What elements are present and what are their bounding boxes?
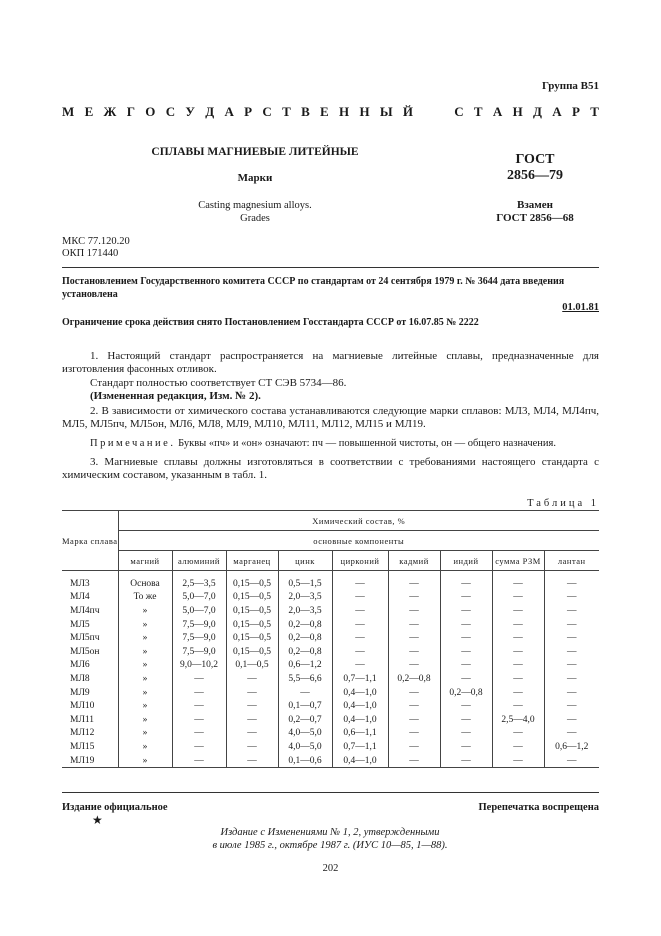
value-cell: — [492,645,544,659]
value-cell: — [492,727,544,741]
standard-type-letter: Е [84,104,94,119]
value-cell: — [388,727,440,741]
standard-type-letter: А [552,104,562,119]
gost-designation [480,152,590,184]
value-cell: — [388,713,440,727]
value-cell: — [388,577,440,591]
value-cell: 0,1—0,7 [278,699,332,713]
table-row [62,713,599,727]
value-cell: — [172,740,226,754]
value-cell: — [388,618,440,632]
value-cell: Основа [118,577,172,591]
value-cell: » [118,727,172,741]
value-cell: — [440,672,492,686]
standard-type-letter: Ж [103,104,117,119]
edition-line-2: в июле 1985 г., октябре 1987 г. (ИУС 10—85, 1—88). [212,840,448,851]
value-cell: — [388,604,440,618]
value-cell: » [118,740,172,754]
resolution-text: Постановлением Государственного комитета СССР по стандартам от 24 сентября 1979 г. № 3644 дата введения установлена [62,276,565,300]
value-cell: 0,1—0,5 [226,659,278,673]
value-cell: 0,15—0,5 [226,645,278,659]
table-row [62,618,599,632]
standard-type-letter: Т [590,104,599,119]
edition-note [130,826,530,852]
grade-cell: МЛ12 [70,728,95,739]
column-header: индий [440,551,492,571]
value-cell: — [544,672,599,686]
value-cell: 7,5—9,0 [172,645,226,659]
value-cell: — [492,672,544,686]
value-cell: — [332,577,388,591]
column-header: марганец [226,551,278,571]
grade-cell: МЛ4 [70,592,90,603]
value-cell: — [492,659,544,673]
classification-codes [62,236,130,260]
value-cell: — [544,754,599,768]
table-row [62,727,599,741]
value-cell: — [226,754,278,768]
standard-type-letter: Н [359,104,370,119]
table-label: Таблица 1 [527,498,599,509]
value-cell: » [118,618,172,632]
grade-cell: МЛ5пч [70,633,100,644]
value-cell: — [388,686,440,700]
value-cell: — [440,659,492,673]
value-cell: 0,7—1,1 [332,672,388,686]
grade-cell: МЛ11 [70,714,95,725]
column-header: кадмий [388,551,440,571]
grade-cell: МЛ5он [70,646,100,657]
value-cell: — [226,713,278,727]
column-header: цирконий [332,551,388,571]
value-cell: — [388,754,440,768]
value-cell: — [544,727,599,741]
standard-type-letter: Н [512,104,523,119]
page-number: 202 [322,863,339,874]
value-cell: — [544,713,599,727]
value-cell: 0,7—1,1 [332,740,388,754]
value-cell: — [440,618,492,632]
value-cell: 0,6—1,2 [278,659,332,673]
okp-code: ОКП 171440 [62,248,119,259]
value-cell: — [172,672,226,686]
value-cell: 4,0—5,0 [278,727,332,741]
value-cell: — [388,631,440,645]
value-cell: 0,15—0,5 [226,604,278,618]
value-cell: — [440,645,492,659]
table-row [62,672,599,686]
value-cell: — [172,727,226,741]
replaces-label: Взамен [517,199,553,211]
edition-line-1: Издание с Изменениями № 1, 2, утвержденными [220,827,440,838]
standard-type-letter: Т [282,104,291,119]
grade-cell: МЛ4пч [70,605,100,616]
value-cell: — [172,754,226,768]
grade-cell: МЛ8 [70,673,90,684]
standard-type-letter: Р [571,104,580,119]
value-cell: 0,2—0,8 [388,672,440,686]
table-row [62,631,599,645]
standard-type-letter: С [165,104,176,119]
value-cell: 0,2—0,8 [278,618,332,632]
grade-cell: МЛ3 [70,578,90,589]
value-cell: 5,0—7,0 [172,591,226,605]
value-cell: — [492,631,544,645]
value-cell: — [440,631,492,645]
value-cell: — [492,591,544,605]
value-cell: 5,5—6,6 [278,672,332,686]
grade-cell: МЛ6 [70,660,90,671]
value-cell: — [440,740,492,754]
value-cell: — [388,645,440,659]
value-cell: — [172,699,226,713]
main-components-header: основные компоненты [118,531,599,551]
value-cell: 0,6—1,2 [544,740,599,754]
table-row [62,740,599,754]
restriction-text: Ограничение срока действия снято Постановлением Госстандарта СССР от 16.07.85 № 2222 [62,317,479,328]
value-cell: 0,15—0,5 [226,631,278,645]
value-cell: — [544,618,599,632]
value-cell: 0,6—1,1 [332,727,388,741]
star-icon: ★ [92,813,103,827]
standard-type-letter: Р [244,104,253,119]
value-cell: » [118,713,172,727]
value-cell: — [492,618,544,632]
value-cell: — [544,631,599,645]
value-cell: — [544,645,599,659]
value-cell: » [118,659,172,673]
value-cell: — [440,591,492,605]
table-row [62,686,599,700]
value-cell: — [332,604,388,618]
value-cell: — [440,727,492,741]
standard-type-letter: С [262,104,272,119]
value-cell: 0,2—0,8 [440,686,492,700]
value-cell: » [118,686,172,700]
value-cell: — [544,591,599,605]
document-title: СПЛАВЫ МАГНИЕВЫЕ ЛИТЕЙНЫЕ [151,146,359,158]
value-cell: — [226,727,278,741]
effective-date: 01.01.81 [562,302,599,313]
value-cell: 2,5—4,0 [492,713,544,727]
grade-cell: МЛ15 [70,741,95,752]
note-label: Примечание. [90,438,176,449]
note [62,437,599,450]
value-cell: — [226,699,278,713]
value-cell: 0,4—1,0 [332,699,388,713]
value-cell: — [332,631,388,645]
value-cell: — [332,645,388,659]
divider [62,267,599,268]
value-cell: 2,0—3,5 [278,604,332,618]
footer-divider [62,792,599,793]
value-cell: » [118,645,172,659]
standard-type-letter: Т [473,104,483,119]
value-cell: 0,4—1,0 [332,713,388,727]
value-cell: 0,2—0,7 [278,713,332,727]
value-cell: — [388,699,440,713]
value-cell: » [118,604,172,618]
table-row [62,645,599,659]
value-cell: — [388,740,440,754]
standard-type-letter: Д [205,104,215,119]
value-cell: — [440,754,492,768]
value-cell: — [440,577,492,591]
gost-number: 2856—79 [507,168,563,183]
standard-type-letter: У [185,104,195,119]
value-cell: То же [118,591,172,605]
value-cell: 0,4—1,0 [332,754,388,768]
grade-cell: МЛ5 [70,619,90,630]
standard-type-letter: С [454,104,464,119]
value-cell: 0,1—0,6 [278,754,332,768]
standard-type-heading [62,104,599,120]
value-cell: — [332,659,388,673]
value-cell: 0,5—1,5 [278,577,332,591]
value-cell: — [332,618,388,632]
value-cell: — [440,604,492,618]
value-cell: — [544,686,599,700]
official-edition: Издание официальное [62,802,168,813]
value-cell: — [440,713,492,727]
value-cell: — [388,659,440,673]
table-row [62,577,599,591]
group-code: Группа В51 [541,80,599,92]
paragraph-1-conformity: Стандарт полностью соответствует СТ СЭВ 5734—86. [90,377,347,389]
value-cell: — [492,604,544,618]
replaces-number: ГОСТ 2856—68 [496,212,574,224]
table-row [62,591,599,605]
english-subtitle-line: Grades [240,213,270,224]
column-header: цинк [278,551,332,571]
standard-type-letter: Г [126,104,135,119]
value-cell: — [492,699,544,713]
value-cell: 9,0—10,2 [172,659,226,673]
value-cell: 0,4—1,0 [332,686,388,700]
paragraph-2: 2. В зависимости от химического состава устанавливаются следующие марки сплавов: МЛ3, МЛ4, МЛ4пч, МЛ5, МЛ5пч, МЛ5он, МЛ6, МЛ8, МЛ9, МЛ10, МЛ11, МЛ12, МЛ15 и МЛ19. [62,405,599,430]
grade-cell: МЛ19 [70,755,95,766]
standard-type-letter: А [224,104,234,119]
grade-header: Марка сплава [62,511,118,571]
column-header: сумма РЗМ [492,551,544,571]
value-cell: — [278,686,332,700]
standard-type-letter: Й [402,104,414,119]
paragraph-3: 3. Магниевые сплавы должны изготовляться в соответствии с требованиями настоящего стандарта с химическим составом, указанным в табл. 1. [62,456,599,481]
value-cell: » [118,754,172,768]
column-header: алюминий [172,551,226,571]
standard-type-letter: О [145,104,156,119]
value-cell: — [388,591,440,605]
value-cell: — [226,672,278,686]
value-cell: » [118,672,172,686]
reprint-prohibited: Перепечатка воспрещена [478,802,599,813]
table-row [62,604,599,618]
value-cell: — [492,740,544,754]
composition-table [62,510,599,768]
value-cell: — [492,686,544,700]
value-cell: 5,0—7,0 [172,604,226,618]
standard-type-letter: В [301,104,310,119]
grade-cell: МЛ10 [70,701,95,712]
value-cell: 0,2—0,8 [278,631,332,645]
english-title [130,199,380,225]
value-cell: — [492,754,544,768]
gost-label: ГОСТ [515,152,555,167]
value-cell: — [440,699,492,713]
standard-type-letter: Е [320,104,329,119]
table-row [62,699,599,713]
standard-type-letter: А [492,104,503,119]
mks-code: МКС 77.120.20 [62,236,130,247]
value-cell: » [118,699,172,713]
column-header: магний [118,551,172,571]
standard-type-letter: Ы [379,104,393,119]
value-cell: — [332,591,388,605]
table-row [62,754,599,768]
chemical-composition-header: Химический состав, % [118,511,599,531]
standard-type-letter: Н [339,104,350,119]
standard-type-letter: М [62,104,75,119]
column-header: лантан [544,551,599,571]
document-subtitle: Марки [237,172,273,184]
value-cell: — [544,699,599,713]
value-cell: 0,2—0,8 [278,645,332,659]
value-cell: 4,0—5,0 [278,740,332,754]
value-cell: — [492,577,544,591]
value-cell: 0,15—0,5 [226,618,278,632]
paragraph-1-amendment: (Измененная редакция, Изм. № 2). [90,390,261,402]
paragraph-1: 1. Настоящий стандарт распространяется на магниевые литейные сплавы, предназначенные для изготовления фасонных отливок. [62,350,599,375]
replaces-block [470,199,600,225]
value-cell: — [172,686,226,700]
value-cell: 0,15—0,5 [226,591,278,605]
note-text: Буквы «пч» и «он» означают: пч — повышенной чистоты, он — общего назначения. [178,438,556,449]
value-cell: 0,15—0,5 [226,577,278,591]
value-cell: — [172,713,226,727]
grade-cell: МЛ9 [70,687,90,698]
value-cell: 2,5—3,5 [172,577,226,591]
value-cell: 7,5—9,0 [172,618,226,632]
value-cell: » [118,631,172,645]
value-cell: — [226,740,278,754]
value-cell: 7,5—9,0 [172,631,226,645]
value-cell: — [544,577,599,591]
table-row [62,659,599,673]
standard-type-letter: Д [533,104,542,119]
english-title-line: Casting magnesium alloys. [198,200,312,211]
value-cell: — [544,659,599,673]
value-cell: 2,0—3,5 [278,591,332,605]
value-cell: — [544,604,599,618]
value-cell: — [226,686,278,700]
